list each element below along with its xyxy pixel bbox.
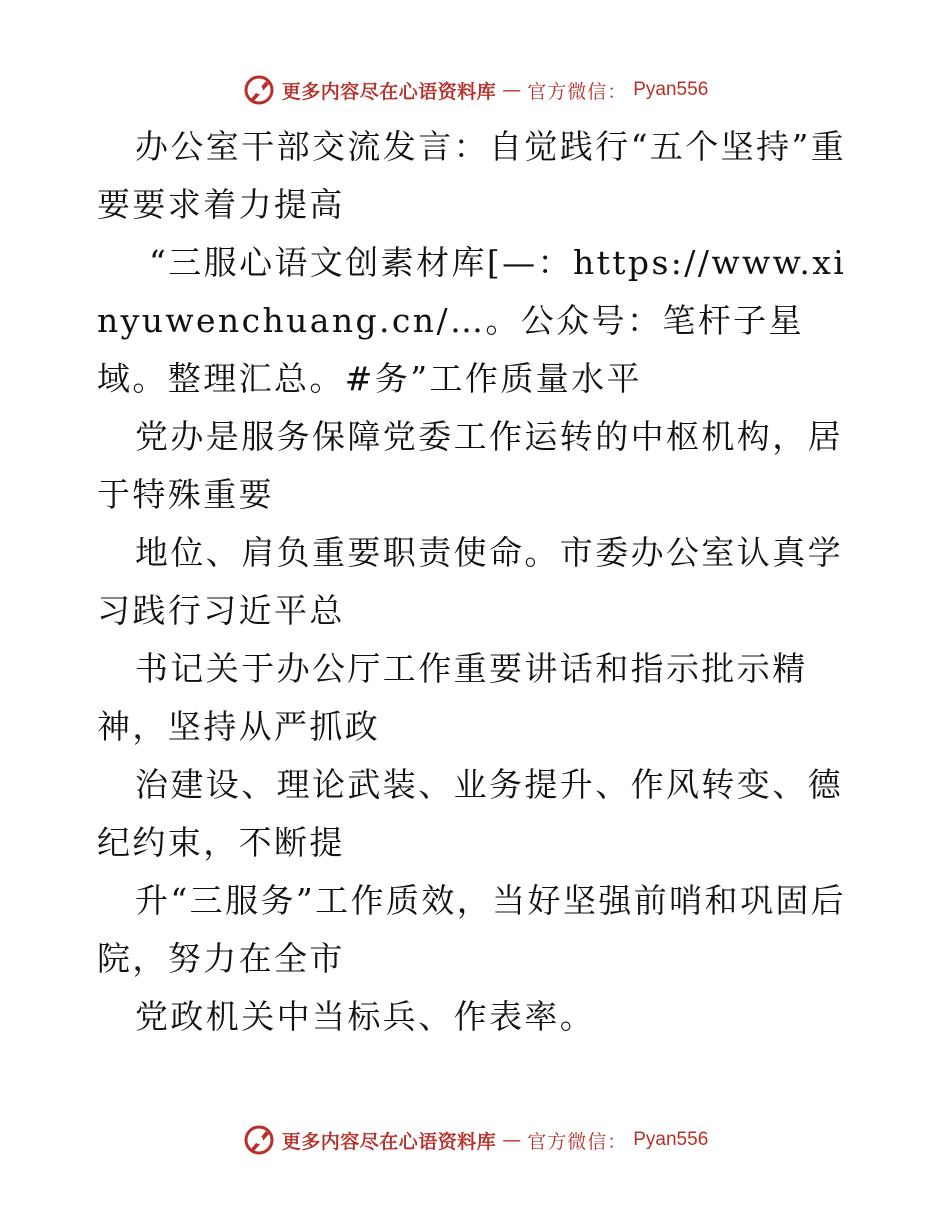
watermark-brand-text: 更多内容尽在心语资料库 <box>281 80 497 103</box>
document-body <box>97 118 857 1046</box>
watermark-brand-text: 更多内容尽在心语资料库 <box>281 1130 497 1153</box>
footer-watermark-banner <box>0 1120 950 1160</box>
document-paragraph: 党办是服务保障党委工作运转的中枢机构，居于特殊重要 <box>97 417 843 514</box>
watermark-wechat-id: Pyan556 <box>633 1129 709 1150</box>
watermark-wechat-id: Pyan556 <box>633 79 709 100</box>
document-paragraph: 升“三服务”工作质效，当好坚强前哨和巩固后院，努力在全市 <box>97 881 847 978</box>
document-paragraph: 治建设、理论武装、业务提升、作风转变、德纪约束，不断提 <box>97 765 843 862</box>
quill-circle-icon <box>242 73 276 107</box>
document-paragraph: 书记关于办公厅工作重要讲话和指示批示精神，坚持从严抓政 <box>97 649 808 746</box>
document-title: 办公室干部交流发言：自觉践行“五个坚持”重要要求着力提高 <box>97 127 847 224</box>
watermark-dash: — <box>502 79 522 101</box>
watermark-dash: — <box>502 1129 522 1151</box>
quill-circle-icon <box>242 1123 276 1157</box>
document-paragraph: 党政机关中当标兵、作表率。 <box>135 997 596 1036</box>
document-paragraph: 地位、肩负重要职责使命。市委办公室认真学习践行习近平总 <box>97 533 843 630</box>
watermark-official-label: 官方微信： <box>527 1130 628 1153</box>
header-watermark-banner <box>0 70 950 110</box>
document-paragraph: “三服心语文创素材库[—：https://www.xinyuwenchuang.cn/…。公众号：笔杆子星域。整理汇总。#务”工作质量水平 <box>97 243 847 398</box>
watermark-official-label: 官方微信： <box>527 80 628 103</box>
